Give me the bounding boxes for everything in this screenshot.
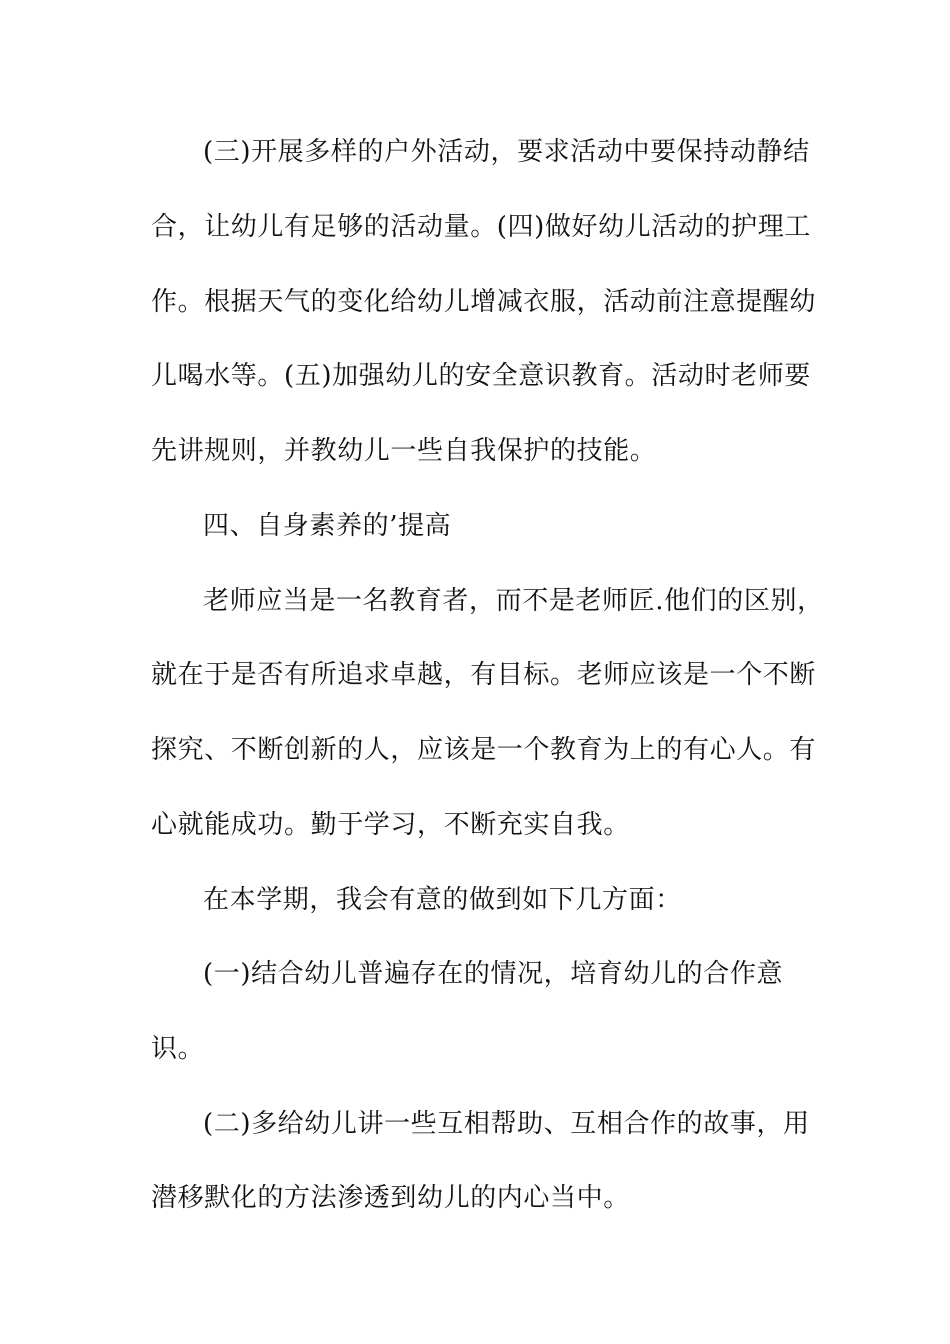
- paragraph-line: 探究、不断创新的人，应该是一个教育为上的有心人。有: [151, 735, 817, 765]
- paragraph-line: 先讲规则，并教幼儿一些自我保护的技能。: [151, 436, 657, 466]
- paragraph-line: (三)开展多样的户外活动，要求活动中要保持动静结: [203, 137, 810, 167]
- paragraph-line: 识。: [151, 1034, 205, 1064]
- section-heading: 四、自身素养的’提高: [203, 511, 452, 541]
- paragraph-line: 心就能成功。勤于学习，不断充实自我。: [151, 810, 630, 840]
- paragraph-line: (一)结合幼儿普遍存在的情况，培育幼儿的合作意: [203, 959, 784, 989]
- paragraph-line: 潜移默化的方法渗透到幼儿的内心当中。: [151, 1183, 630, 1213]
- paragraph-line: 作。根据天气的变化给幼儿增减衣服，活动前注意提醒幼: [151, 287, 817, 317]
- paragraph-line: 儿喝水等。(五)加强幼儿的安全意识教育。活动时老师要: [151, 361, 811, 391]
- paragraph-line: 就在于是否有所追求卓越，有目标。老师应该是一个不断: [151, 660, 817, 690]
- paragraph-line: (二)多给幼儿讲一些互相帮助、互相合作的故事，用: [203, 1109, 810, 1139]
- paragraph-line: 在本学期，我会有意的做到如下几方面：: [203, 885, 682, 915]
- paragraph-line: 合，让幼儿有足够的活动量。(四)做好幼儿活动的护理工: [151, 212, 811, 242]
- paragraph-line: 老师应当是一名教育者，而不是老师匠.他们的区别，: [203, 586, 824, 616]
